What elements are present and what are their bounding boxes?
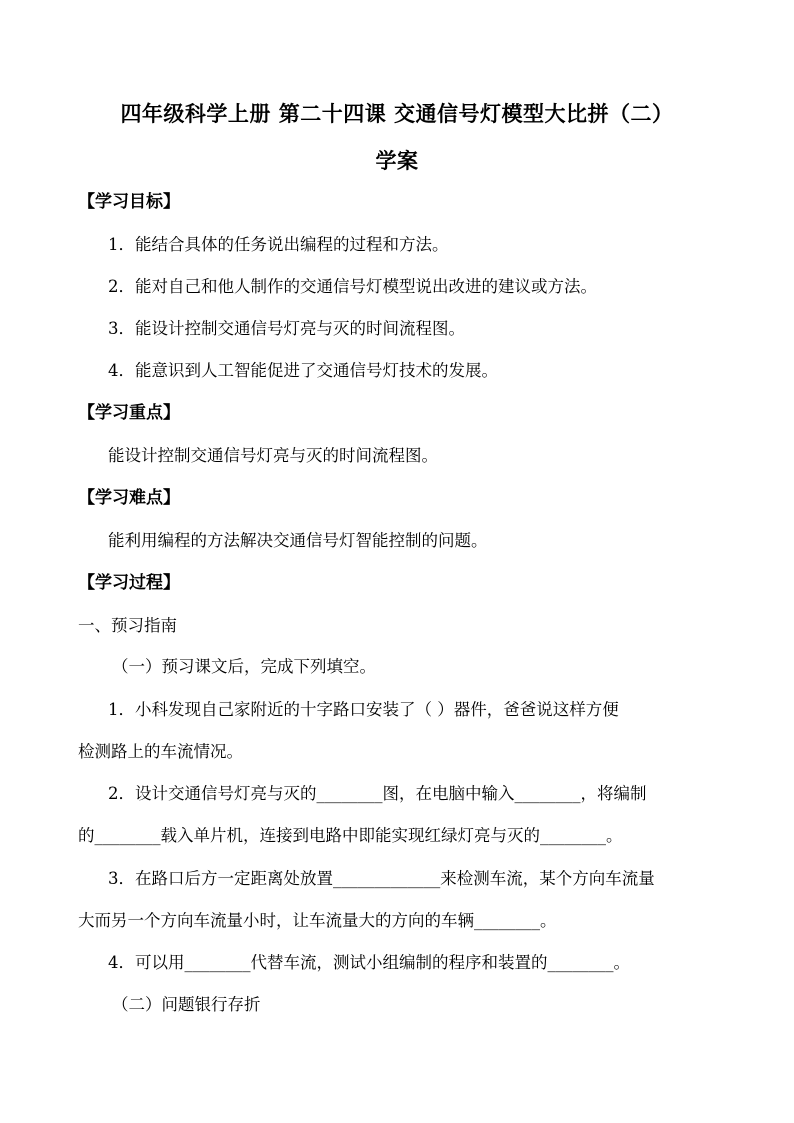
question-2-line-1: 2．设计交通信号灯亮与灭的________图，在电脑中输入________，将编制 — [108, 784, 647, 803]
subsection-fill-blanks: （一）预习课文后，完成下列填空。 — [112, 657, 376, 676]
question-1-line-2: 检测路上的车流情况。 — [78, 742, 243, 761]
document-title: 四年级科学上册 第二十四课 交通信号灯模型大比拼（二） — [120, 101, 674, 126]
objective-item-1: 1．能结合具体的任务说出编程的过程和方法。 — [108, 235, 449, 254]
question-3-line-2: 大而另一个方向车流量小时，让车流量大的方向的车辆________。 — [78, 911, 557, 930]
process-heading: 【学习过程】 — [78, 573, 180, 593]
difficulty-heading: 【学习难点】 — [78, 488, 180, 508]
objective-item-4: 4．能意识到人工智能促进了交通信号灯技术的发展。 — [108, 361, 498, 380]
question-3-line-1: 3．在路口后方一定距离处放置_____________来检测车流，某个方向车流量 — [108, 869, 655, 888]
question-1-line-1: 1．小科发现自己家附近的十字路口安装了（ ）器件，爸爸说这样方便 — [108, 700, 619, 719]
objectives-heading: 【学习目标】 — [78, 192, 180, 212]
document-title-subtitle: 学案 — [375, 148, 419, 173]
difficulty-text: 能利用编程的方法解决交通信号灯智能控制的问题。 — [108, 531, 488, 550]
key-point-text: 能设计控制交通信号灯亮与灭的时间流程图。 — [108, 446, 438, 465]
question-2-line-2: 的________载入单片机，连接到电路中即能实现红绿灯亮与灭的________。 — [78, 826, 623, 845]
objective-item-2: 2．能对自己和他人制作的交通信号灯模型说出改进的建议或方法。 — [108, 277, 597, 296]
key-point-heading: 【学习重点】 — [78, 403, 180, 423]
section-preview-guide: 一、预习指南 — [78, 616, 177, 635]
question-4: 4．可以用________代替车流，测试小组编制的程序和装置的________。 — [108, 953, 630, 972]
objective-item-3: 3．能设计控制交通信号灯亮与灭的时间流程图。 — [108, 319, 465, 338]
subsection-question-bank: （二）问题银行存折 — [112, 995, 261, 1014]
